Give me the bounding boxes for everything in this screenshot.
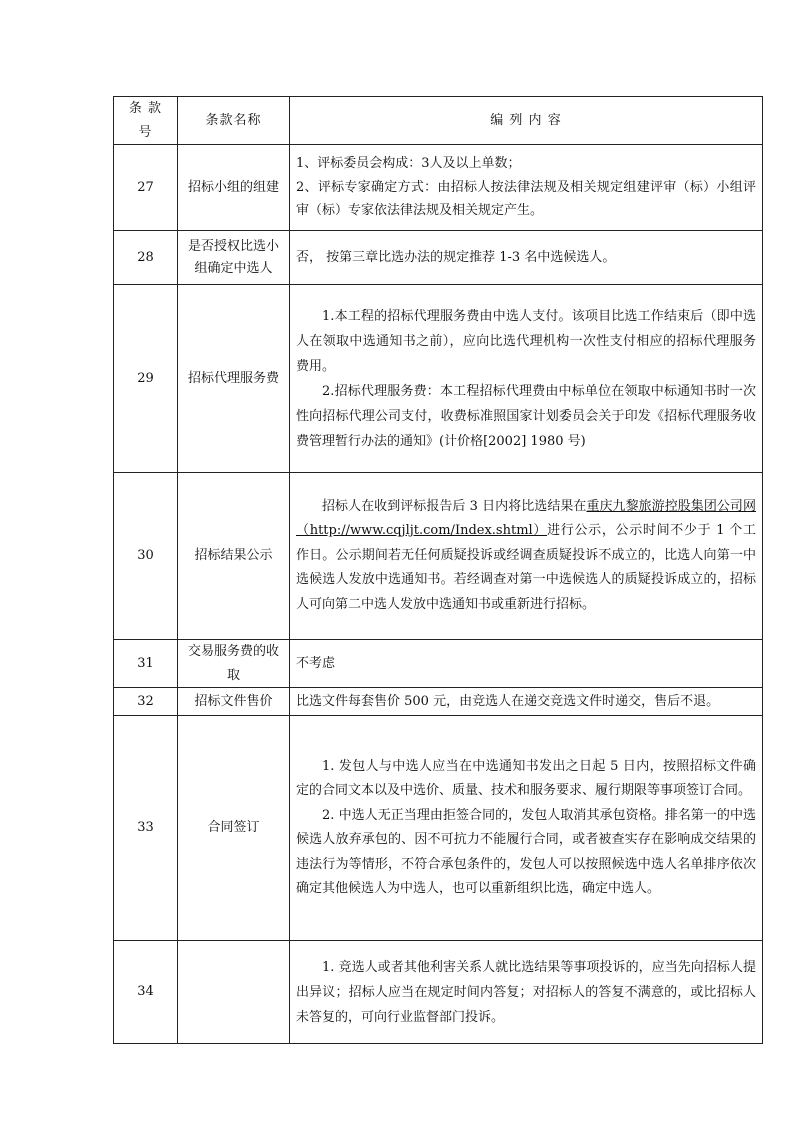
clause-content <box>290 688 763 716</box>
content-line: 1、评标委员会构成：3人及以上单数； <box>296 156 521 172</box>
clause-number: 34 <box>114 941 178 1044</box>
header-clause-name: 条款名称 <box>178 97 290 145</box>
clause-number: 27 <box>114 145 178 231</box>
table-row <box>114 688 763 716</box>
clause-number: 31 <box>114 640 178 688</box>
clause-name <box>178 941 290 1044</box>
table-row <box>114 231 763 285</box>
content-paragraph <box>296 495 756 618</box>
clause-number: 30 <box>114 473 178 640</box>
clause-name: 合同签订 <box>178 716 290 941</box>
header-content: 编 列 内 容 <box>290 97 763 145</box>
content-paragraph: 2.招标代理服务费：本工程招标代理费由中标单位在领取中标通知书时一次性向招标代理公司支付，收费标准照国家计划委员会关于印发《招标代理服务收费管理暂行办法的通知》(计价格[2002] 1980 号) <box>296 383 756 449</box>
clause-name: 招标结果公示 <box>178 473 290 640</box>
clause-content <box>290 716 763 941</box>
clause-number: 28 <box>114 231 178 285</box>
content-paragraph: 1. 发包人与中选人应当在中选通知书发出之日起 5 日内，按照招标文件确定的合同文本以及中选价、质量、技术和服务要求、履行期限等事项签订合同。 <box>296 758 756 798</box>
table-row <box>114 285 763 473</box>
table-row <box>114 640 763 688</box>
table-row <box>114 473 763 640</box>
content-paragraph: 2. 中选人无正当理由拒签合同的，发包人取消其承包资格。排名第一的中选候选人放弃承包的、因不可抗力不能履行合同，或者被查实存在影响成交结果的违法行为等情形，不符合承包条件的，发包人可以按照候选中选人名单排序依次确定其他候选人为中选人，也可以重新组织比选，确定中选人。 <box>296 807 756 896</box>
table-row <box>114 941 763 1044</box>
content-line: 比选文件每套售价 500 元，由竞选人在递交竞选文件时递交，售后不退。 <box>296 693 720 709</box>
table-row <box>114 145 763 231</box>
clause-number: 33 <box>114 716 178 941</box>
clause-content <box>290 640 763 688</box>
clause-number: 32 <box>114 688 178 716</box>
content-paragraph: 1. 竞选人或者其他利害关系人就比选结果等事项投诉的，应当先向招标人提出异议；招标人应当在规定时间内答复；对招标人的答复不满意的，或比招标人未答复的，可向行业监督部门投诉。 <box>296 959 756 1025</box>
publication-website-link[interactable]: 重庆九黎旅游控股集团公司网（http://www.cqjljt.com/Index.shtml） <box>296 498 756 539</box>
clause-content <box>290 231 763 285</box>
table-header-row <box>114 97 763 145</box>
clause-number: 29 <box>114 285 178 473</box>
clause-name: 交易服务费的收取 <box>178 640 290 688</box>
clause-content <box>290 473 763 640</box>
clause-name: 招标小组的组建 <box>178 145 290 231</box>
clause-name: 招标代理服务费 <box>178 285 290 473</box>
clause-content <box>290 941 763 1044</box>
content-line: 否， 按第三章比选办法的规定推荐 1-3 名中选候选人。 <box>296 249 616 265</box>
clause-content <box>290 285 763 473</box>
content-text: 招标人在收到评标报告后 3 日内将比选结果在 <box>322 498 587 514</box>
content-line: 不考虑 <box>296 655 336 671</box>
clause-name: 招标文件售价 <box>178 688 290 716</box>
content-line: 2、评标专家确定方式：由招标人按法律法规及相关规定组建评审（标）小组评审（标）专家依法律法规及相关规定产生。 <box>296 179 756 219</box>
clause-table <box>113 96 763 1044</box>
table-row <box>114 716 763 941</box>
header-clause-number: 条 款 号 <box>114 97 178 145</box>
content-text: 进行公示，公示时间不少于 1 个工作日。公示期间若无任何质疑投诉或经调查质疑投诉不成立的，比选人向第一中选候选人发放中选通知书。若经调查对第一中选候选人的质疑投诉成立的，招标人可向第二中选人发放中选通知书或重新进行招标。 <box>296 523 756 612</box>
clause-content <box>290 145 763 231</box>
clause-name: 是否授权比选小组确定中选人 <box>178 231 290 285</box>
content-paragraph: 1.本工程的招标代理服务费由中选人支付。该项目比选工作结束后（即中选人在领取中选通知书之前），应向比选代理机构一次性支付相应的招标代理服务费用。 <box>296 308 756 374</box>
